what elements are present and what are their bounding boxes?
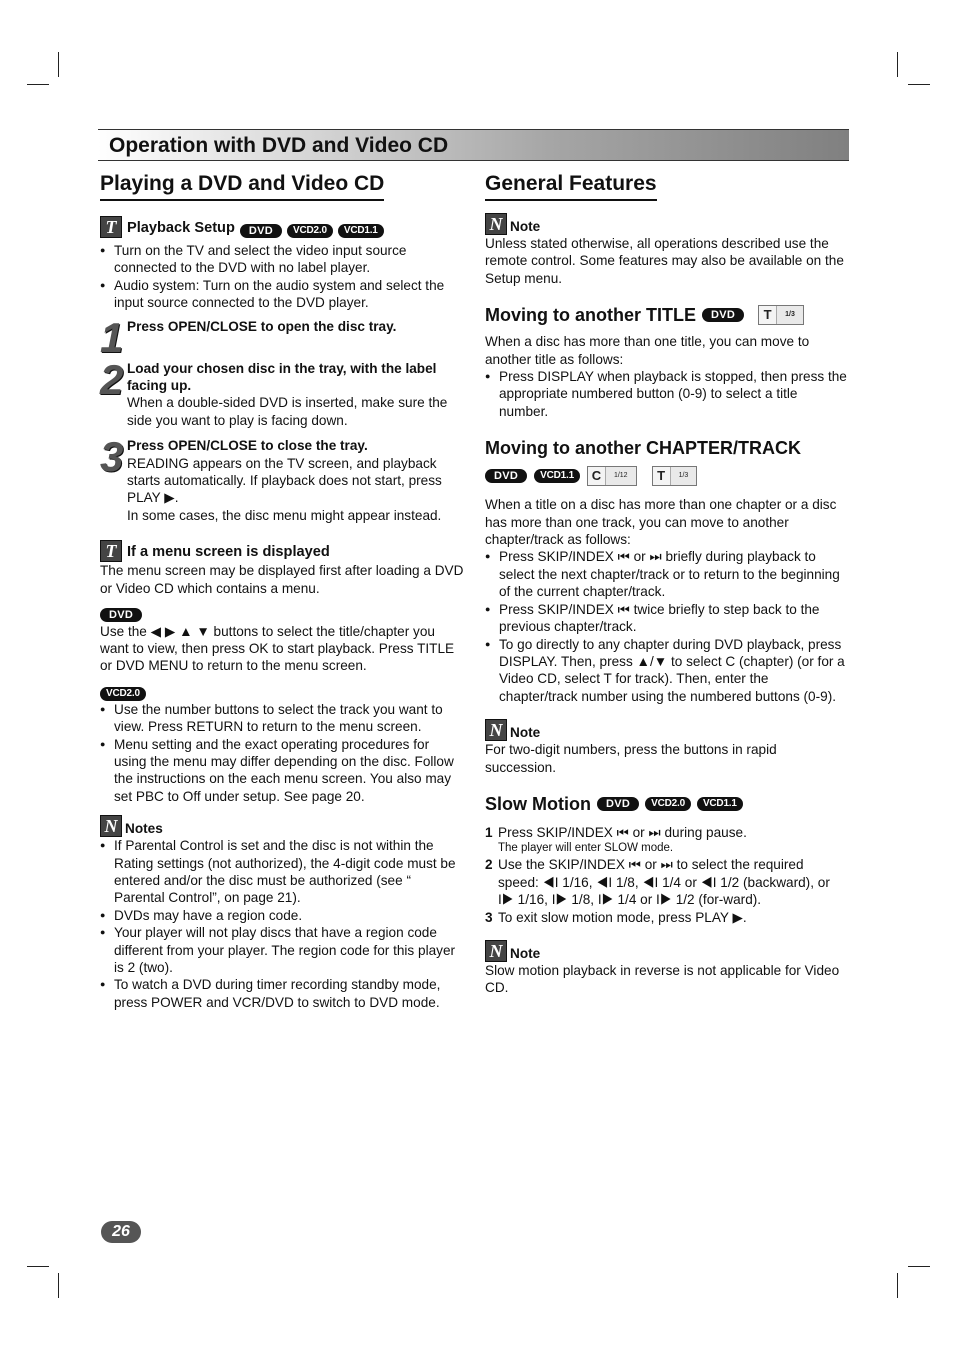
vcd-menu-list xyxy=(100,701,465,805)
setup-list xyxy=(100,242,465,312)
heading-text: Playback Setup xyxy=(127,220,235,236)
heading-text: Note xyxy=(510,945,541,961)
chapter-osd-display xyxy=(587,466,637,486)
step-3 xyxy=(100,433,465,524)
vcd11-badge: VCD1.1 xyxy=(697,797,743,811)
crop-mark xyxy=(58,1273,59,1298)
vcd11-badge: VCD1.1 xyxy=(338,224,384,238)
left-title: Playing a DVD and Video CD xyxy=(100,170,384,201)
heading-text: Moving to another TITLE xyxy=(485,305,696,326)
heading-text: Notes xyxy=(125,820,163,836)
step-number: 2 xyxy=(485,857,493,873)
heading-text: Moving to another CHAPTER/TRACK xyxy=(485,438,801,459)
note-text: Unless stated otherwise, all operations described use the remote control. Some features may also be available on the Setup menu. xyxy=(485,236,844,286)
step-number: 2 xyxy=(100,355,124,403)
list-item xyxy=(485,824,847,856)
chapter-list xyxy=(485,548,847,705)
list-item: ● To watch a DVD during timer recording standby mode, press POWER and VCR/DVD to switch to DVD mode. xyxy=(100,976,465,1011)
crop-mark xyxy=(908,84,930,85)
list-item: ● Audio system: Turn on the audio system and select the input source connected to the DVD player. xyxy=(100,277,465,312)
step-detail: In some cases, the disc menu might appear instead. xyxy=(127,507,442,523)
heading-text: Note xyxy=(510,724,541,740)
osd-value: 1/3 xyxy=(785,311,795,319)
title-list xyxy=(485,368,847,420)
note-text: For two-digit numbers, press the buttons in rapid succession. xyxy=(485,742,777,775)
notes-list xyxy=(100,837,465,1011)
step-number: 1 xyxy=(485,824,493,840)
step-detail: READING appears on the TV screen, and playback starts automatically. If playback does not start, press PLAY ▶. xyxy=(127,455,442,506)
step-sub: The player will enter SLOW mode. xyxy=(498,842,674,855)
banner-title: Operation with DVD and Video CD xyxy=(109,134,449,157)
right-column xyxy=(485,170,847,997)
list-item: ● Use the number buttons to select the track you want to view. Press RETURN to return to the menu screen. xyxy=(100,701,465,736)
list-item: ● Turn on the TV and select the video input source connected to the DVD with no label player. xyxy=(100,242,465,277)
chapter-icon: C xyxy=(588,467,606,485)
step-number: 1 xyxy=(100,313,124,361)
dvd-badge: DVD xyxy=(100,608,142,622)
menu-screen-heading xyxy=(100,540,465,562)
step-text: Press OPEN/CLOSE to close the tray. xyxy=(127,438,368,454)
dvd-badge: DVD xyxy=(485,469,527,483)
chapter-badges xyxy=(485,466,847,486)
list-item: ● Menu setting and the exact operating procedures for using the menu may differ depending on the disc. Follow the instructions on the each menu screen. You also may set PBC to Off under setup. See page 20. xyxy=(100,736,465,806)
chapter-intro: When a title on a disc has more than one chapter or a disc has more than one track, you can move to another chapter/track as follows: xyxy=(485,497,837,548)
step-text: Press OPEN/CLOSE to open the disc tray. xyxy=(127,318,397,334)
notes-heading xyxy=(100,815,465,837)
right-title: General Features xyxy=(485,170,657,201)
title-icon: T xyxy=(653,467,671,485)
note-heading xyxy=(485,719,847,741)
dvd-badge: DVD xyxy=(702,308,744,322)
vcd20-badge: VCD2.0 xyxy=(287,224,333,238)
playback-setup-heading xyxy=(100,216,465,238)
note-heading xyxy=(485,213,847,235)
dvd-badge: DVD xyxy=(240,224,282,238)
note-heading xyxy=(485,940,847,962)
list-item: ● If Parental Control is set and the disc is not within the Rating settings (not authorized), the 4-digit code must be entered and/or the disc must be authorized (see “ Parental Control”, on page 21). xyxy=(100,837,465,907)
menu-intro: The menu screen may be displayed first after loading a DVD or Video CD which contains a menu. xyxy=(100,563,464,596)
tip-icon: T xyxy=(100,216,122,238)
crop-mark xyxy=(897,1273,898,1298)
moving-chapter-heading xyxy=(485,436,847,460)
crop-mark xyxy=(27,84,49,85)
tip-icon: T xyxy=(100,540,122,562)
section-banner xyxy=(98,129,849,161)
step-text: Load your chosen disc in the tray, with the label facing up. xyxy=(127,360,437,394)
osd-value: 1/12 xyxy=(613,472,628,480)
vcd20-badge: VCD2.0 xyxy=(645,797,691,811)
step-detail: When a double-sided DVD is inserted, make sure the side you want to play is facing down. xyxy=(127,395,448,428)
step-text: Use the SKIP/INDEX ⏮ or ⏭ to select the required speed: ◀I 1/16, ◀I 1/8, ◀I 1/4 or ◀I 1/2 (backward), or I▶ 1/16, I▶ 1/8, I▶ 1/4 or I▶ 1/2 (for-ward). xyxy=(498,857,830,908)
vcd20-badge: VCD2.0 xyxy=(100,687,146,701)
list-item: ● Your player will not play discs that have a region code different from your player. The region code for this player is 2 (two). xyxy=(100,924,465,976)
step-number: 3 xyxy=(485,909,493,925)
dvd-menu-text: Use the ◀ ▶ ▲ ▼ buttons to select the title/chapter you want to view, then press OK to start playback. Press TITLE or DVD MENU to return to the menu screen. xyxy=(100,623,455,674)
crop-mark xyxy=(27,1266,49,1267)
note-icon: N xyxy=(485,213,507,235)
dvd-badge: DVD xyxy=(597,797,639,811)
step-number: 3 xyxy=(100,433,124,481)
track-osd-display xyxy=(652,466,698,486)
note-text: Slow motion playback in reverse is not applicable for Video CD. xyxy=(485,962,840,996)
crop-mark xyxy=(58,52,59,77)
list-item: ● Press SKIP/INDEX ⏮ or ⏭ briefly during playback to select the next chapter/track or to return to the beginning of the current chapter/track. xyxy=(485,548,847,600)
title-osd-display xyxy=(758,305,804,325)
step-1 xyxy=(100,313,465,361)
list-item: ● Press SKIP/INDEX ⏮ twice briefly to step back to the previous chapter/track. xyxy=(485,601,847,636)
heading-text: If a menu screen is displayed xyxy=(127,544,330,561)
vcd11-badge: VCD1.1 xyxy=(534,469,580,483)
note-icon: N xyxy=(485,940,507,962)
step-2 xyxy=(100,355,465,430)
list-item xyxy=(485,856,847,908)
list-item: ● Press DISPLAY when playback is stopped, then press the appropriate numbered button (0-9) to select a title number. xyxy=(485,368,847,420)
step-text: Press SKIP/INDEX ⏮ or ⏭ during pause. xyxy=(498,824,747,840)
crop-mark xyxy=(897,52,898,77)
osd-value: 1/3 xyxy=(678,472,689,480)
left-column xyxy=(100,170,465,1011)
note-icon: N xyxy=(100,815,122,837)
list-item xyxy=(485,909,847,926)
list-item: ● DVDs may have a region code. xyxy=(100,907,465,924)
list-item: ● To go directly to any chapter during DVD playback, press DISPLAY. Then, press ▲/▼ to select C (chapter) (or for a Video CD, select T for track). Then, enter the chapter/track number using the numbered buttons (0-9). xyxy=(485,636,847,706)
note-icon: N xyxy=(485,719,507,741)
crop-mark xyxy=(908,1266,930,1267)
slow-motion-heading xyxy=(485,792,847,816)
step-text: To exit slow motion mode, press PLAY ▶. xyxy=(498,909,747,925)
moving-title-heading xyxy=(485,303,847,327)
title-intro: When a disc has more than one title, you can move to another title as follows: xyxy=(485,334,810,367)
title-icon: T xyxy=(759,306,777,324)
heading-text: Slow Motion xyxy=(485,793,591,814)
page-number: 26 xyxy=(101,1221,141,1243)
slow-motion-steps xyxy=(485,824,847,926)
heading-text: Note xyxy=(510,218,541,234)
